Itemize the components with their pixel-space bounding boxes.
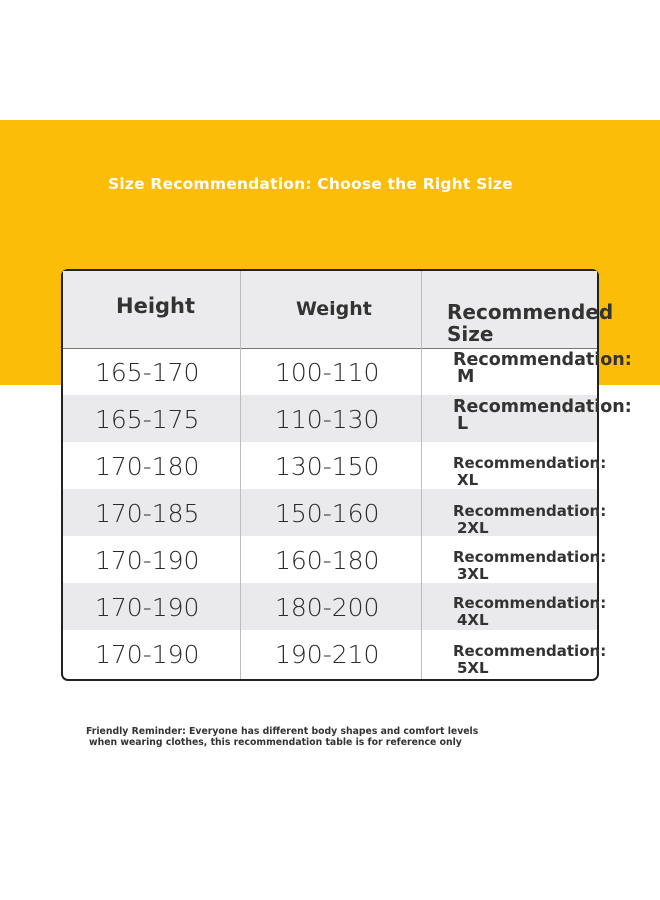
height-cell: 170-185: [95, 499, 200, 528]
header-weight: Weight: [296, 298, 372, 320]
recommendation-cell: [453, 643, 606, 677]
table-header: [63, 271, 614, 349]
recommendation-cell: [453, 595, 606, 629]
size-table: [61, 269, 632, 681]
height-cell: 165-170: [95, 358, 200, 387]
recommendation-label: Recommendation:: [453, 397, 632, 417]
header-recommended-size: Recommended Size: [447, 300, 614, 346]
reminder-line-1: Friendly Reminder: Everyone has different body shapes and comfort levels: [86, 726, 479, 737]
size-value: 3XL: [457, 565, 489, 583]
friendly-reminder: [86, 726, 478, 748]
page-title: Size Recommendation: Choose the Right Size: [108, 175, 513, 193]
header-height: Height: [116, 294, 196, 318]
reminder-line-2: when wearing clothes, this recommendation table is for reference only: [89, 737, 462, 748]
weight-cell: 180-200: [275, 593, 380, 622]
table-row: [63, 442, 607, 489]
recommendation-cell: [453, 455, 606, 489]
column-divider: [240, 271, 241, 679]
recommendation-label: Recommendation:: [453, 350, 632, 370]
height-cell: 170-190: [95, 640, 200, 669]
weight-cell: 130-150: [275, 452, 380, 481]
height-cell: 165-175: [95, 405, 200, 434]
table-row: [63, 536, 607, 583]
size-value: 5XL: [457, 659, 489, 677]
recommendation-label: Recommendation:: [453, 502, 607, 520]
weight-cell: 100-110: [275, 358, 380, 387]
weight-cell: 190-210: [275, 640, 380, 669]
size-value: 4XL: [457, 611, 489, 629]
weight-cell: 110-130: [275, 405, 380, 434]
recommendation-cell: [453, 549, 606, 583]
table-row: [63, 489, 607, 537]
recommendation-cell: [453, 352, 632, 386]
height-cell: 170-180: [95, 452, 200, 481]
weight-cell: 160-180: [275, 546, 380, 575]
size-value: L: [457, 414, 469, 434]
recommendation-label: Recommendation:: [453, 454, 607, 472]
recommendation-cell: [453, 503, 606, 537]
size-value: M: [457, 367, 475, 387]
recommendation-cell: [453, 399, 632, 433]
height-cell: 170-190: [95, 546, 200, 575]
size-value: 2XL: [457, 519, 489, 537]
height-cell: 170-190: [95, 593, 200, 622]
table-row: [63, 630, 607, 677]
table-row: [63, 583, 607, 630]
table-row: [63, 348, 632, 395]
recommendation-label: Recommendation:: [453, 594, 607, 612]
recommendation-label: Recommendation:: [453, 548, 607, 566]
table-row: [63, 395, 632, 442]
weight-cell: 150-160: [275, 499, 380, 528]
size-value: XL: [457, 471, 479, 489]
recommendation-label: Recommendation:: [453, 642, 607, 660]
column-divider: [421, 271, 422, 679]
